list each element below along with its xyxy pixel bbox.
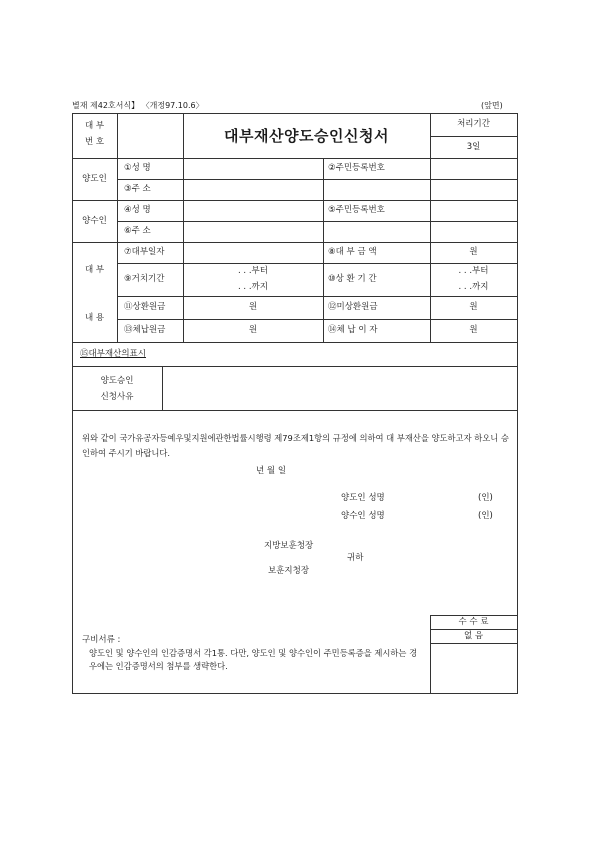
transferee-id-field[interactable] bbox=[431, 201, 516, 220]
transferee-address-label: ⑥주 소 bbox=[124, 226, 151, 236]
transferor-seal: (인) bbox=[478, 493, 493, 503]
required-documents-label: 구비서류 : bbox=[82, 635, 121, 645]
honorific: 귀하 bbox=[347, 553, 364, 563]
loan-number-label-line2: 번 호 bbox=[84, 137, 105, 147]
transferee-seal: (인) bbox=[478, 511, 493, 521]
transferor-address-field[interactable] bbox=[184, 180, 516, 199]
transferee-address-field[interactable] bbox=[184, 222, 516, 241]
loan-date-label: ⑦대부일자 bbox=[124, 247, 165, 257]
repayment-to: . . .까지 bbox=[458, 282, 489, 292]
transferor-id-label: ②주민등록번호 bbox=[328, 163, 385, 173]
repaid-principal-label: ⑪상환원금 bbox=[124, 302, 166, 312]
loan-number-field[interactable] bbox=[117, 114, 182, 157]
reason-label-line2: 신청사유 bbox=[100, 392, 134, 402]
repaid-principal-unit: 원 bbox=[248, 302, 258, 312]
form-title: 대부재산양도승인신청서 bbox=[224, 127, 389, 145]
addressee-branch-office: 보훈지청장 bbox=[268, 566, 310, 576]
transferee-name-label: ④성 명 bbox=[124, 205, 151, 215]
loan-section-label-line2: 내 용 bbox=[84, 313, 105, 323]
reason-field[interactable] bbox=[163, 367, 516, 409]
fee-value: 없 음 bbox=[463, 631, 484, 641]
processing-period-label: 처리기간 bbox=[457, 119, 490, 129]
page-side-label: (앞면) bbox=[481, 101, 503, 110]
required-documents-text: 양도인 및 양수인의 인감증명서 각1통. 다만, 양도인 및 양수인이 주민등록증을 제시하는 경우에는 인감증명서의 첨부를 생략한다. bbox=[89, 648, 418, 671]
arrears-principal-unit: 원 bbox=[248, 325, 258, 335]
loan-number-label-line1: 대 부 bbox=[84, 121, 105, 131]
deferment-period-label: ⑨거치기간 bbox=[124, 274, 165, 284]
repayment-period-label: ⑩상 환 기 간 bbox=[328, 274, 377, 284]
arrears-interest-unit: 원 bbox=[469, 325, 478, 335]
form-number: 별재 제42호서식】 〈개정97.10.6〉 bbox=[72, 101, 204, 110]
transferor-section-label: 양도인 bbox=[82, 174, 107, 184]
transferee-signature-line: 양수인 성명 bbox=[341, 511, 385, 521]
loan-section-label-line1: 대 부 bbox=[84, 265, 105, 275]
loan-amount-unit: 원 bbox=[469, 247, 478, 257]
unrepaid-principal-unit: 원 bbox=[469, 302, 478, 312]
transferee-section-label: 양수인 bbox=[82, 216, 107, 226]
transferor-id-field[interactable] bbox=[431, 159, 516, 178]
deferment-from: . . .부터 bbox=[238, 266, 268, 276]
reason-label-line1: 양도승인 bbox=[100, 376, 134, 386]
transferor-signature-line: 양도인 성명 bbox=[341, 493, 385, 503]
arrears-principal-label: ⑬체납원금 bbox=[124, 325, 166, 335]
loan-date-field[interactable] bbox=[184, 243, 322, 262]
processing-period-value: 3일 bbox=[466, 142, 481, 152]
transferor-address-label: ③주 소 bbox=[124, 184, 151, 194]
transferor-name-field[interactable] bbox=[184, 159, 322, 178]
transferor-name-label: ①성 명 bbox=[124, 163, 151, 173]
date-line: 년 월 일 bbox=[256, 466, 287, 476]
arrears-interest-label: ⑭체 납 이 자 bbox=[328, 325, 378, 335]
transferee-id-label: ⑤주민등록번호 bbox=[328, 205, 385, 215]
unrepaid-principal-label: ⑫미상환원금 bbox=[328, 302, 378, 312]
declaration-paragraph: 위와 같이 국가유공자등예우및지원에관한법률시행령 제79조제1항의 규정에 의하여 대 부재산을 양도하고자 하오니 승인하여 주시기 바랍니다. bbox=[82, 433, 509, 458]
deferment-to: . . .까지 bbox=[238, 282, 268, 292]
repayment-from: . . .부터 bbox=[458, 266, 489, 276]
addressee-regional-office: 지방보훈청장 bbox=[264, 541, 314, 551]
loan-amount-label: ⑧대 부 금 액 bbox=[328, 247, 377, 257]
loan-property-label: ⑮대부재산의표시 bbox=[80, 349, 146, 359]
fee-label: 수 수 료 bbox=[458, 617, 489, 627]
transferee-name-field[interactable] bbox=[184, 201, 322, 220]
